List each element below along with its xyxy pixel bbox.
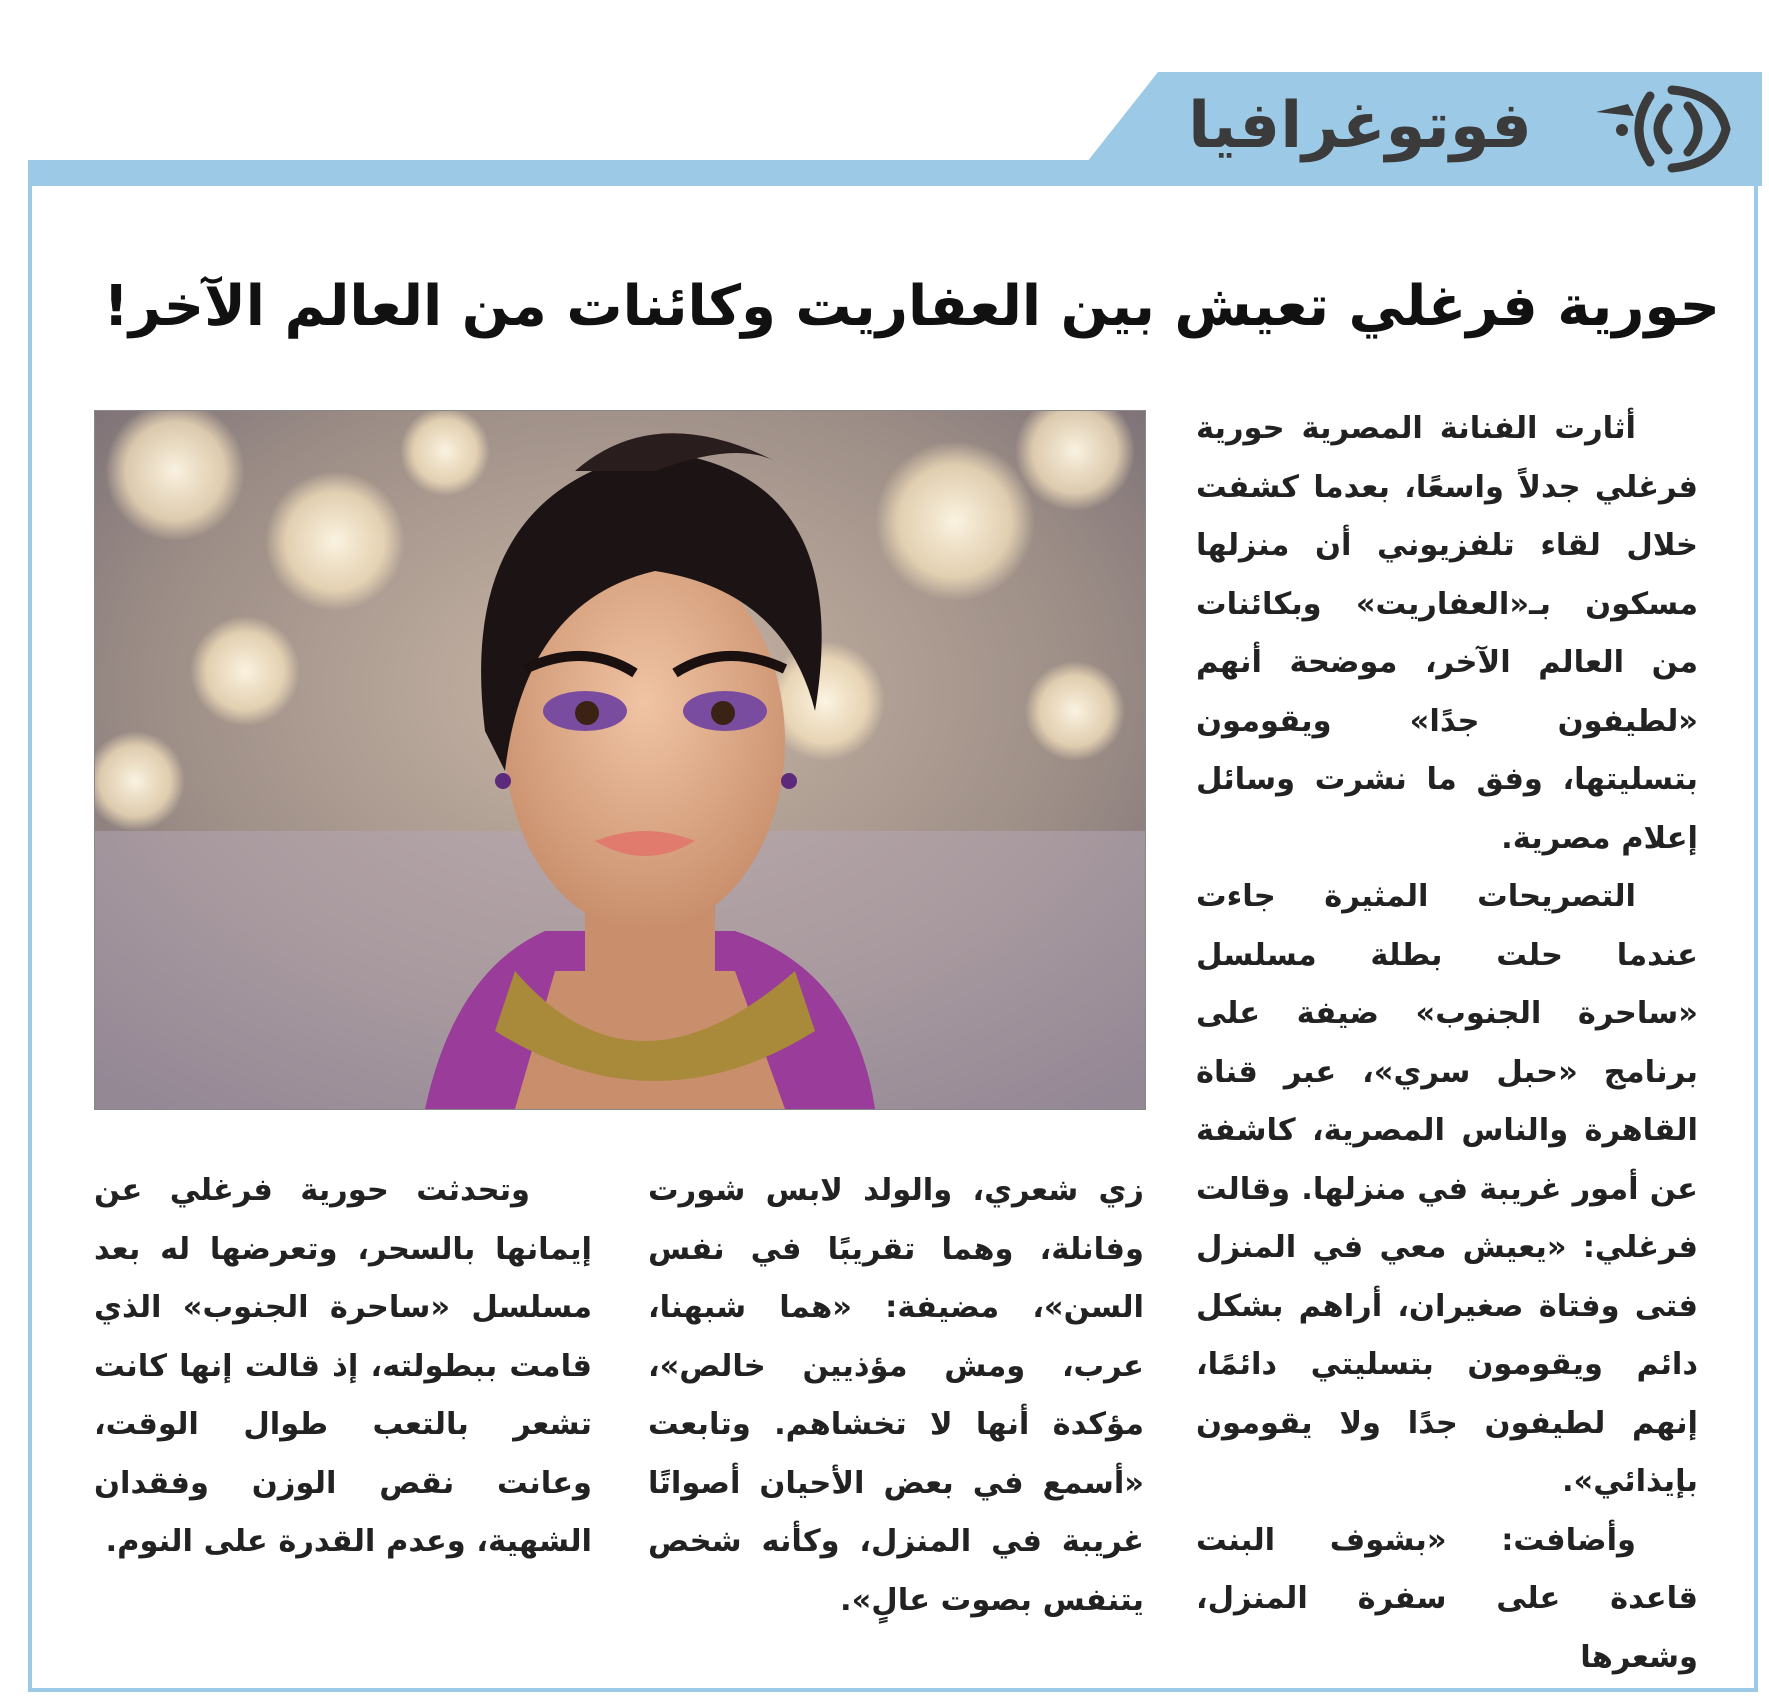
paragraph: أثارت الفنانة المصرية حورية فرغلي جدلاً واسعًا، بعدما كشفت خلال لقاء تلفزيوني أن منزلها مسكون بـ«العفاريت» وبكائنات من العالم الآخر، موضحة أنهم «لطيفون جدًا» ويقومون بتسليتها، وفق ما نشرت وسائل إعلام مصرية.	[1196, 411, 1698, 856]
article-column-right	[1196, 400, 1698, 1675]
article-column-left	[94, 1162, 592, 1622]
paragraph: زي شعري، والولد لابس شورت وفانلة، وهما تقريبًا في نفس السن»، مضيفة: «هما شبهنا، عرب، ومش مؤذيين خالص»، مؤكدة أنها لا تخشاهم. وتابعت «أسمع في بعض الأحيان أصواتًا غريبة في المنزل، وكأنه شخص يتنفس بصوت عالٍ».	[648, 1173, 1144, 1618]
camera-icon	[1588, 84, 1738, 174]
portrait-photo	[94, 410, 1146, 1110]
section-title: فوتوغرافيا	[1188, 89, 1532, 163]
paragraph: وتحدثت حورية فرغلي عن إيمانها بالسحر، وتعرضها له بعد مسلسل «ساحرة الجنوب» الذي قامت ببطولته، إذ قالت إنها كانت تشعر بالتعب طوال الوقت، وعانت نقص الوزن وفقدان الشهية، وعدم القدرة على النوم.	[94, 1173, 592, 1559]
article-column-middle	[648, 1162, 1144, 1622]
paragraph: وأضافت: «بشوف البنت قاعدة على سفرة المنزل، وشعرها	[1196, 1522, 1698, 1675]
paragraph: التصريحات المثيرة جاءت عندما حلت بطلة مسلسل «ساحرة الجنوب» ضيفة على برنامج «حبل سري»، عبر قناة القاهرة والناس المصرية، كاشفة عن أمور غريبة في منزلها. وقالت فرغلي: «يعيش معي في المنزل فتى وفتاة صغيران، أراهم بشكل دائم ويقومون بتسليتي دائمًا، إنهم لطيفون جدًا ولا يقومون بإيذائي».	[1196, 879, 1698, 1499]
article-headline: حورية فرغلي تعيش بين العفاريت وكائنات من العالم الآخر!	[103, 274, 1720, 339]
